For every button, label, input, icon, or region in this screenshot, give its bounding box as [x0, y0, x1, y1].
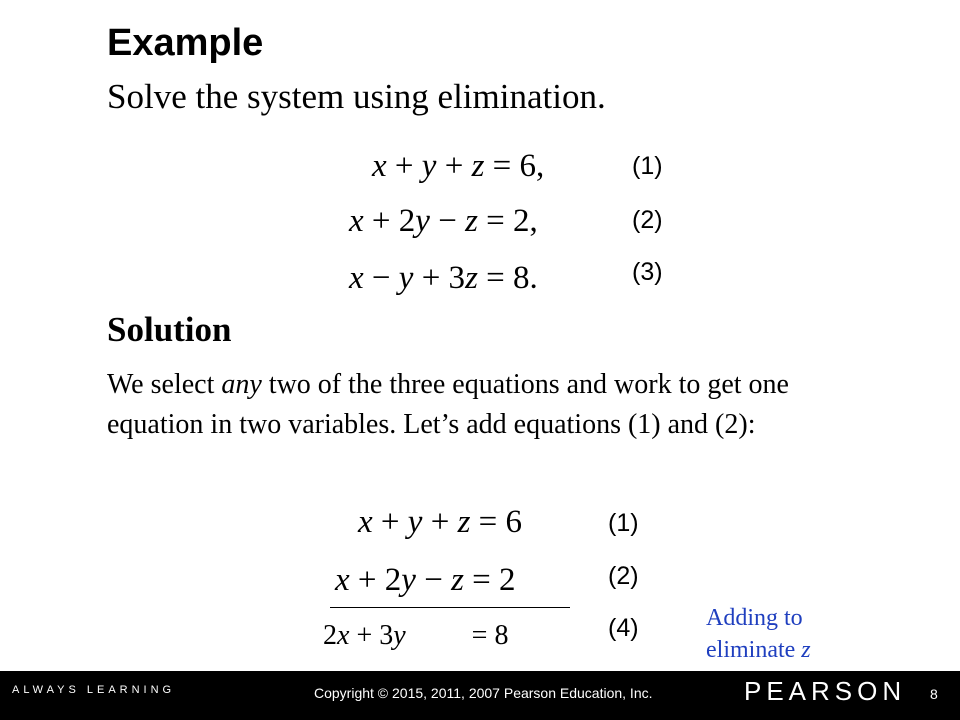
system-equation-1-label: (1)	[632, 152, 663, 180]
system-equation-3: x − y + 3z = 8.	[349, 260, 538, 296]
system-equation-1: x + y + z = 6,	[372, 148, 545, 184]
pearson-logo: PEARSON	[744, 676, 907, 706]
sum-divider-line	[330, 607, 570, 608]
elimination-equation-1: x + y + z = 6	[358, 504, 523, 540]
solution-heading: Solution	[107, 310, 232, 349]
elimination-equation-1-label: (1)	[608, 509, 639, 537]
solution-paragraph: We select any two of the three equations and work to get one equation in two variables. Let’s add equations (1) and (2):	[107, 369, 789, 440]
footer-copyright: Copyright © 2015, 2011, 2007 Pearson Education, Inc.	[314, 685, 653, 701]
system-equation-3-label: (3)	[632, 258, 663, 286]
elimination-equation-2: x + 2y − z = 2	[335, 562, 516, 598]
sum-equation: 2x + 3y = 8	[323, 620, 509, 651]
system-equation-2-label: (2)	[632, 206, 663, 234]
sum-equation-label: (4)	[608, 614, 639, 642]
slide-subtitle: Solve the system using elimination.	[107, 77, 606, 116]
elimination-equation-2-label: (2)	[608, 562, 639, 590]
annotation-note	[706, 602, 811, 666]
annotation-line-2: eliminate z	[706, 637, 811, 663]
system-equation-2: x + 2y − z = 2,	[349, 203, 538, 239]
footer-tagline: ALWAYS LEARNING	[12, 684, 176, 696]
annotation-line-1: Adding to	[706, 605, 803, 631]
slide-title: Example	[107, 22, 264, 64]
page-number: 8	[930, 686, 938, 702]
